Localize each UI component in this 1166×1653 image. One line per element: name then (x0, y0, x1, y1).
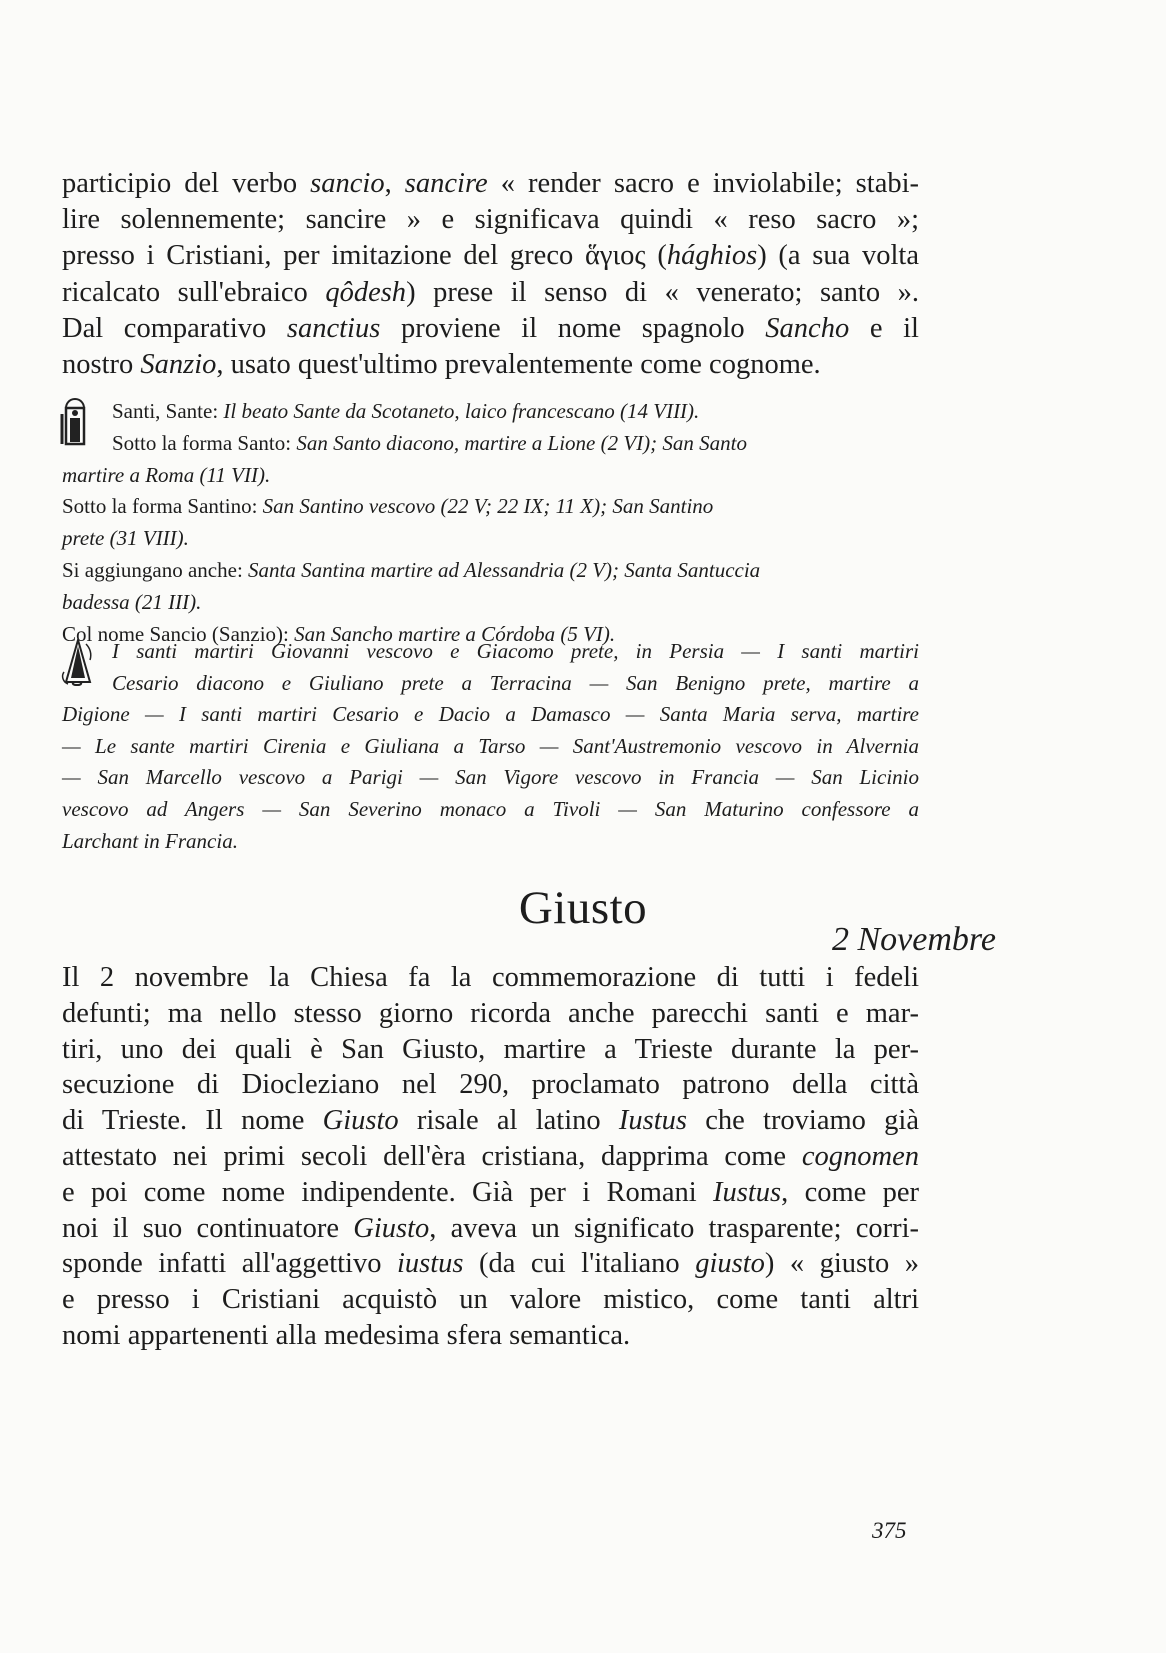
saints-line: I santi martiri Giovanni vescovo e Giacomo prete, in Persia — I santi martiri (112, 639, 919, 663)
saints-line: Larchant in Francia. (62, 828, 238, 853)
saints-line: Cesario diacono e Giuliano prete a Terracina — San Benigno prete, martire a (112, 670, 919, 695)
variant-line: Si aggiungano anche: Santa Santina martire ad Alessandria (2 V); Santa Santuccia (62, 557, 761, 582)
main-line: nomi appartenenti alla medesima sfera semantica. (62, 1319, 631, 1351)
main-line: e poi come nome indipendente. Già per i Romani Iustus, come per (62, 1176, 920, 1208)
main-line: noi il suo continuatore Giusto, aveva un significato trasparente; corri- (62, 1212, 920, 1244)
intro-line: lire solennemente; sancire » e significava quindi « reso sacro »; (62, 204, 919, 236)
saints-line: Digione — I santi martiri Cesario e Dacio a Damasco — Santa Maria serva, martire (62, 702, 919, 727)
variant-line: prete (31 VIII). (62, 526, 189, 551)
saints-line: — San Marcello vescovo a Parigi — San Vigore vescovo in Francia — San Licinio (62, 765, 919, 790)
saint-figure-icon (60, 396, 96, 448)
martyr-palm-icon (60, 638, 96, 690)
main-line: secuzione di Diocleziano nel 290, proclamato patrono della città (62, 1069, 919, 1101)
intro-line: nostro Sanzio, usato quest'ultimo prevalentemente come cognome. (62, 349, 821, 381)
name-heading: Giusto (518, 882, 648, 934)
variant-line: Sotto la forma Santo: San Santo diacono, martire a Lione (2 VI); San Santo (112, 430, 748, 455)
intro-line: participio del verbo sancio, sancire « render sacro e inviolabile; stabi- (62, 168, 920, 199)
intro-line: ricalcato sull'ebraico qôdesh) prese il senso di « venerato; santo ». (62, 276, 919, 308)
main-line: e presso i Cristiani acquistò un valore mistico, come tanti altri (62, 1284, 919, 1316)
intro-line: presso i Cristiani, per imitazione del greco ἅγιος (hághios) (a sua volta (62, 240, 919, 272)
main-line: Il 2 novembre la Chiesa fa la commemorazione di tutti i fedeli (62, 962, 919, 993)
main-line: defunti; ma nello stesso giorno ricorda anche parecchi santi e mar- (62, 997, 919, 1029)
saints-line: vescovo ad Angers — San Severino monaco a Tivoli — San Maturino confessore a (62, 796, 919, 821)
feast-date: 2 Novembre (832, 921, 996, 958)
saints-of-the-day-list (62, 636, 919, 857)
intro-paragraph (62, 166, 919, 383)
variant-line: Santi, Sante: Il beato Sante da Scotaneto, laico francescano (14 VIII). (112, 399, 700, 423)
page-number: 375 (872, 1518, 907, 1543)
main-line: tiri, uno dei quali è San Giusto, martire a Trieste durante la per- (62, 1033, 919, 1065)
main-paragraph (62, 960, 919, 1354)
saints-line: — Le sante martiri Cirenia e Giuliana a Tarso — Sant'Austremonio vescovo in Alvernia (62, 733, 919, 758)
main-line: attestato nei primi secoli dell'èra cristiana, dapprima come cognomen (62, 1140, 919, 1172)
variant-line: martire a Roma (11 VII). (62, 462, 271, 487)
variant-line: Sotto la forma Santino: San Santino vescovo (22 V; 22 IX; 11 X); San Santino (62, 494, 714, 519)
variant-line: badessa (21 III). (62, 589, 202, 614)
main-line: di Trieste. Il nome Giusto risale al latino Iustus che troviamo già (62, 1105, 919, 1137)
main-line: sponde infatti all'aggettivo iustus (da cui l'italiano giusto) « giusto » (62, 1248, 920, 1280)
intro-line: Dal comparativo sanctius proviene il nome spagnolo Sancho e il (62, 312, 919, 344)
name-variants-section (62, 396, 919, 650)
variant-line: Col nome Sancio (Sanzio): San Sancho martire a Córdoba (5 VI). (62, 621, 616, 646)
